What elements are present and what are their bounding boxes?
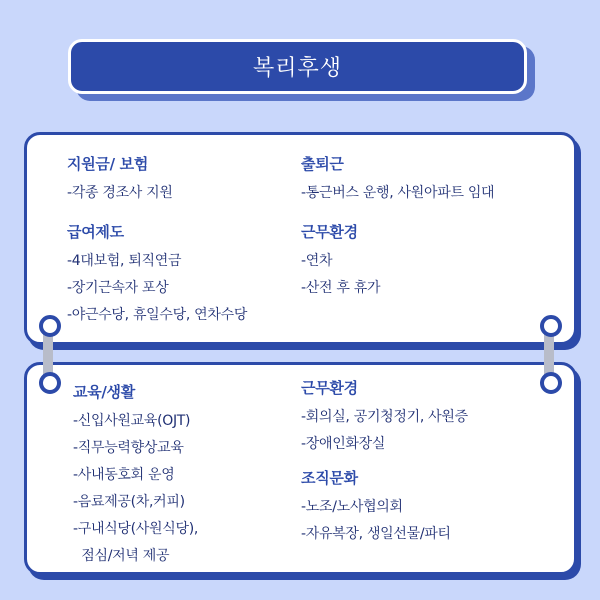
section-heading: 지원금/ 보험 xyxy=(67,155,149,173)
section-work-environment xyxy=(301,221,380,302)
list-item: -자유복장, 생일선물/파티 xyxy=(301,526,451,542)
section-heading: 근무환경 xyxy=(301,223,358,241)
page-title: 복리후생 xyxy=(68,39,527,94)
list-item: -음료제공(차,커피) xyxy=(73,494,185,510)
list-item: -장기근속자 포상 xyxy=(67,280,169,296)
list-item: 점심/저녁 제공 xyxy=(73,548,170,564)
section-salary-system xyxy=(67,221,247,329)
section-org-culture xyxy=(301,467,451,548)
section-heading: 조직문화 xyxy=(301,469,358,487)
benefits-card-top xyxy=(24,132,577,345)
list-item: -각종 경조사 지원 xyxy=(67,185,173,201)
list-item: -연차 xyxy=(301,253,333,269)
binder-ring-bottom-right xyxy=(540,372,562,394)
list-item: -사내동호회 운영 xyxy=(73,467,175,483)
list-item: -구내식당(사원식당), xyxy=(73,521,199,537)
list-item: -4대보험, 퇴직연금 xyxy=(67,253,182,269)
binder-ring-bottom-left xyxy=(39,372,61,394)
section-work-environment-2 xyxy=(301,377,468,458)
list-item: -신입사원교육(OJT) xyxy=(73,413,191,429)
section-commute xyxy=(301,153,494,207)
section-education-life xyxy=(73,381,198,570)
list-item: -산전 후 휴가 xyxy=(301,280,381,296)
section-heading: 출퇴근 xyxy=(301,155,344,173)
list-item: -노조/노사협의회 xyxy=(301,499,403,515)
binder-ring-top-left xyxy=(39,315,61,337)
list-item: -통근버스 운행, 사원아파트 임대 xyxy=(301,185,495,201)
benefits-card-bottom xyxy=(24,362,577,575)
list-item: -장애인화장실 xyxy=(301,436,386,452)
list-item: -회의실, 공기청정기, 사원증 xyxy=(301,409,468,425)
section-support-insurance xyxy=(67,153,173,207)
section-heading: 근무환경 xyxy=(301,379,358,397)
list-item: -직무능력향상교육 xyxy=(73,440,184,456)
list-item: -야근수당, 휴일수당, 연차수당 xyxy=(67,307,248,323)
binder-ring-top-right xyxy=(540,315,562,337)
section-heading: 교육/생활 xyxy=(73,383,135,401)
section-heading: 급여제도 xyxy=(67,223,124,241)
